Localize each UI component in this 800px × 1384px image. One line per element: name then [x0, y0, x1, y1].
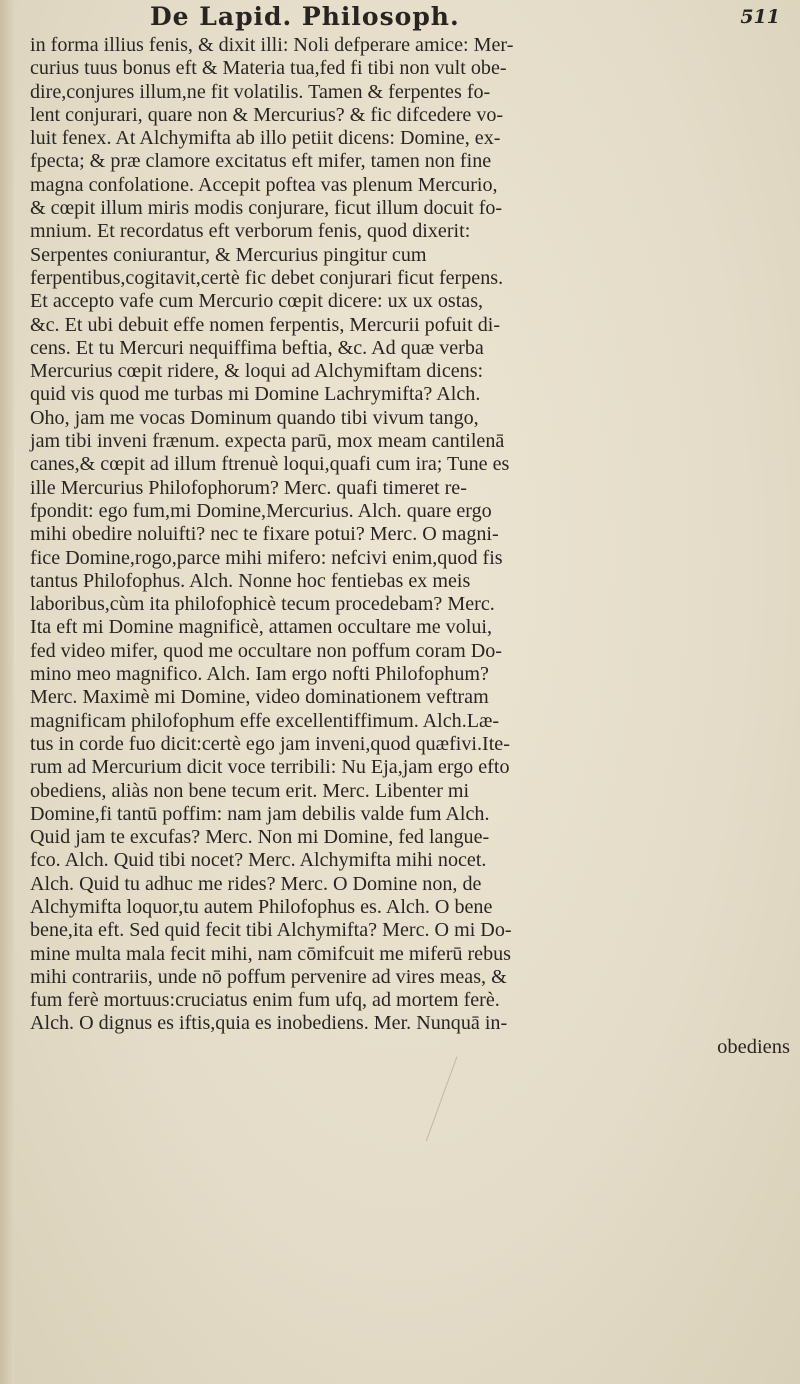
text-line: fum ferè mortuus:cruciatus enim fum ufq, ad mortem ferè.: [30, 989, 500, 1012]
text-line: Ita eft mi Domine magnificè, attamen occultare me volui,: [30, 616, 492, 639]
text-line: rum ad Mercurium dicit voce terribili: Nu Eja,jam ergo efto: [30, 756, 510, 779]
body-text: [30, 34, 800, 1059]
text-line: Quid jam te excufas? Merc. Non mi Domine, fed langue-: [30, 826, 490, 849]
text-line: obediens, aliàs non bene tecum erit. Merc. Libenter mi: [30, 779, 470, 802]
text-line: fpondit: ego fum,mi Domine,Mercurius. Alch. quare ergo: [30, 499, 492, 522]
text-line: fpecta; & præ clamore excitatus eft mifer, tamen non fine: [30, 150, 492, 173]
page-header: [150, 2, 790, 32]
text-line: magna confolatione. Accepit poftea vas plenum Mercurio,: [30, 173, 498, 196]
text-line: Mercurius cœpit ridere, & loqui ad Alchymiftam dicens:: [30, 360, 484, 383]
text-line: tus in corde fuo dicit:certè ego jam inveni,quod quæfivi.Ite-: [30, 732, 510, 755]
ink-smudge: [426, 1056, 492, 1153]
text-line: curius tuus bonus eft & Materia tua,fed fi tibi non vult obe-: [30, 57, 507, 80]
text-line: Alchymifta loquor,tu autem Philofophus es. Alch. O bene: [30, 895, 493, 918]
text-line: fco. Alch. Quid tibi nocet? Merc. Alchymifta mihi nocet.: [30, 849, 487, 872]
text-line: cens. Et tu Mercuri nequiffima beftia, &c. Ad quæ verba: [30, 336, 484, 359]
text-line: mnium. Et recordatus eft verborum fenis, quod dixerit:: [30, 220, 471, 243]
text-line: Oho, jam me vocas Dominum quando tibi vivum tango,: [30, 406, 479, 429]
text-line: Serpentes coniurantur, & Mercurius pingitur cum: [30, 243, 427, 266]
text-line: jam tibi inveni frænum. expecta parū, mox meam cantilenā: [30, 430, 505, 453]
text-line: ille Mercurius Philofophorum? Merc. quafi timeret re-: [30, 476, 467, 499]
text-line: &c. Et ubi debuit effe nomen ferpentis, Mercurii pofuit di-: [30, 313, 501, 336]
catchword: obediens: [717, 1035, 790, 1058]
text-line: fice Domine,rogo,parce mihi mifero: nefcivi enim,quod fis: [30, 546, 503, 569]
text-line: mine multa mala fecit mihi, nam cōmifcuit me miferū rebus: [30, 942, 511, 965]
text-line: canes,& cœpit ad illum ftrenuè loqui,quafi cum ira; Tune es: [30, 453, 510, 476]
text-line: mino meo magnifico. Alch. Iam ergo nofti Philofophum?: [30, 663, 489, 686]
text-line: Et accepto vafe cum Mercurio cœpit dicere: ux ux ostas,: [30, 290, 484, 313]
text-line: Alch. Quid tu adhuc me rides? Merc. O Domine non, de: [30, 872, 482, 895]
text-line: Alch. O dignus es iftis,quia es inobediens. Mer. Nunquā in-: [30, 1012, 508, 1035]
text-line: lent conjurari, quare non & Mercurius? & fic difcedere vo-: [30, 103, 504, 126]
text-line: ferpentibus,cogitavit,certè fic debet conjurari ficut ferpens.: [30, 266, 504, 289]
text-line: Domine,fi tantū poffim: nam jam debilis valde fum Alch.: [30, 802, 490, 825]
running-head: De Lapid. Philosoph.: [150, 2, 460, 31]
text-line: magnificam philofophum effe excellentiffimum. Alch.Læ-: [30, 709, 500, 732]
page-gutter: [0, 0, 14, 1384]
text-line: luit fenex. At Alchymifta ab illo petiit dicens: Domine, ex-: [30, 127, 501, 150]
text-line: in forma illius fenis, & dixit illi: Noli defperare amice: Mer-: [30, 34, 514, 56]
text-line: quid vis quod me turbas mi Domine Lachrymifta? Alch.: [30, 383, 481, 406]
text-line: bene,ita eft. Sed quid fecit tibi Alchymifta? Merc. O mi Do-: [30, 919, 512, 942]
text-line: mihi obedire noluifti? nec te fixare potui? Merc. O magni-: [30, 523, 499, 546]
text-line: fed video mifer, quod me occultare non poffum coram Do-: [30, 639, 502, 662]
text-line: tantus Philofophus. Alch. Nonne hoc fentiebas ex meis: [30, 569, 471, 592]
text-line: mihi contrariis, unde nō poffum pervenire ad vires meas, &: [30, 965, 507, 988]
page-number: 511: [740, 6, 780, 28]
text-line: laboribus,cùm ita philofophicè tecum procedebam? Merc.: [30, 593, 495, 616]
text-line: & cœpit illum miris modis conjurare, ficut illum docuit fo-: [30, 197, 503, 220]
text-line: dire,conjures illum,ne fit volatilis. Tamen & ferpentes fo-: [30, 80, 491, 103]
text-line: Merc. Maximè mi Domine, video dominationem veftram: [30, 686, 489, 709]
